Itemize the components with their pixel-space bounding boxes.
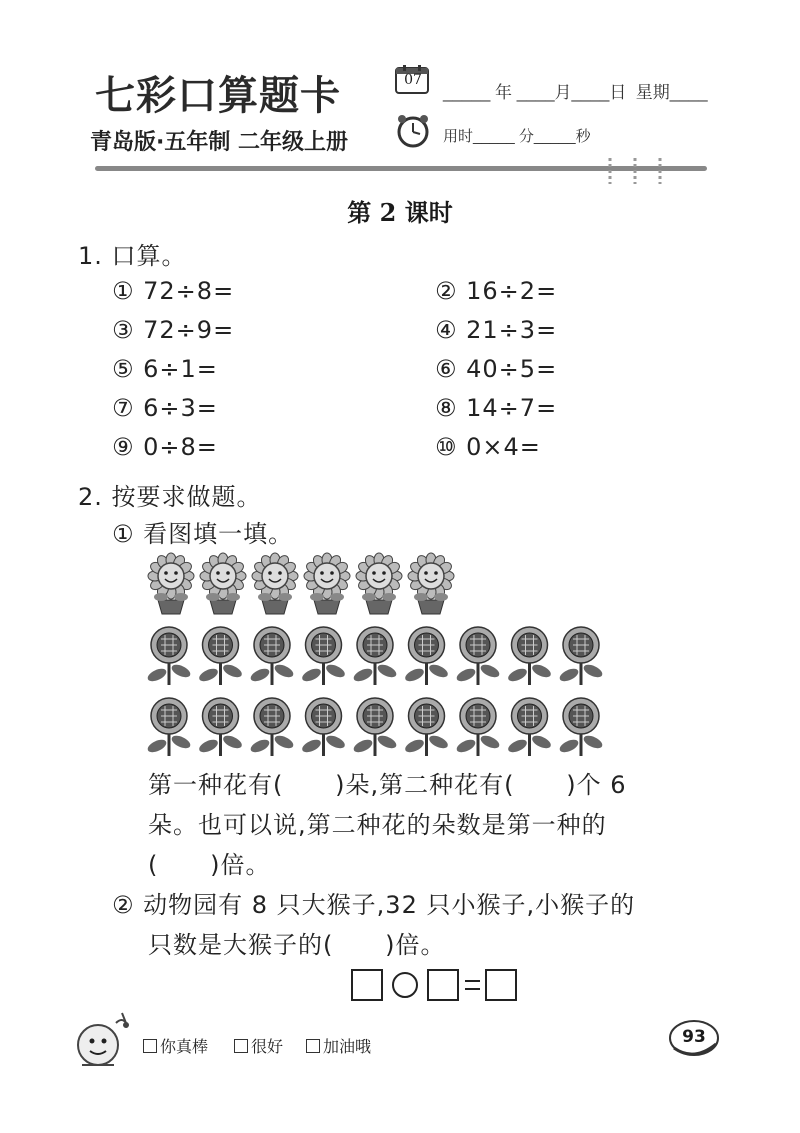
page-number: 93 <box>682 1027 706 1047</box>
rating-option-keep-going[interactable] <box>306 1034 371 1057</box>
question-1-title: 1. 口算。 <box>78 242 187 270</box>
smiling-flower-icon <box>148 553 194 614</box>
calc-item: ① 72÷8= <box>112 277 235 305</box>
first-flower-row <box>145 552 625 616</box>
sunflower-icon <box>352 698 398 756</box>
question-2-title: 2. 按要求做题。 <box>78 483 262 511</box>
operator-circle <box>393 973 417 997</box>
rating-label: 很好 <box>251 1037 284 1056</box>
calc-item: ⑦ 6÷3= <box>112 394 218 422</box>
calendar-day: 07 <box>404 72 422 88</box>
calc-item: ⑧ 14÷7= <box>435 394 558 422</box>
binder-pins-icon <box>600 158 670 184</box>
clock-icon <box>396 114 430 148</box>
smiling-flower-icon <box>252 553 298 614</box>
sunflower-icon <box>249 627 295 685</box>
rating-option-great[interactable] <box>143 1034 208 1057</box>
sunflower-icon <box>146 627 192 685</box>
time-line: 用时_____ 分_____秒 <box>443 128 591 145</box>
smiling-flower-icon <box>200 553 246 614</box>
sunflower-icon <box>146 698 192 756</box>
fill-blank-line: 第一种花有( )朵,第二种花有( )个 6 <box>148 771 627 799</box>
sunflower-icon <box>558 698 604 756</box>
sunflower-icon <box>352 627 398 685</box>
sunflower-icon <box>455 627 501 685</box>
sunflower-icon <box>403 698 449 756</box>
answer-box <box>486 970 516 1000</box>
answer-box <box>352 970 382 1000</box>
fill-blank-line: 朵。也可以说,第二种花的朵数是第一种的 <box>148 811 607 839</box>
rating-option-good[interactable] <box>234 1034 283 1057</box>
sunflower-icon <box>455 698 501 756</box>
second-flower-row-1 <box>145 625 625 687</box>
sunflower-icon <box>197 627 243 685</box>
date-line: _____ 年 ____月____日 星期____ <box>443 83 708 102</box>
smiling-flower-icon <box>408 553 454 614</box>
fill-blank-line: ( )倍。 <box>148 851 271 879</box>
edition-label: 青岛版·五年制 二年级上册 <box>90 130 349 155</box>
sunflower-icon <box>403 627 449 685</box>
second-flower-row-2 <box>145 696 625 758</box>
sunflower-icon <box>197 698 243 756</box>
smiling-flower-icon <box>356 553 402 614</box>
brand-title: 七彩口算题卡 <box>95 72 341 119</box>
smiling-flower-icon <box>304 553 350 614</box>
sunflower-icon <box>558 627 604 685</box>
lesson-title: 第 2 课时 <box>347 198 453 227</box>
calc-item: ⑥ 40÷5= <box>435 355 558 383</box>
checkbox-icon[interactable] <box>306 1039 320 1053</box>
sub-question-1-title: ① 看图填一填。 <box>112 520 294 548</box>
equation-boxes <box>350 968 520 1002</box>
sub-question-2-line: ② 动物园有 8 只大猴子,32 只小猴子,小猴子的 <box>112 891 636 919</box>
checkbox-icon[interactable] <box>143 1039 157 1053</box>
sunflower-icon <box>300 627 346 685</box>
answer-box <box>428 970 458 1000</box>
sunflower-icon <box>506 627 552 685</box>
calc-item: ⑤ 6÷1= <box>112 355 218 383</box>
rating-label: 加油哦 <box>323 1037 372 1056</box>
mascot-icon <box>70 1005 140 1075</box>
sub-question-2-line: 只数是大猴子的( )倍。 <box>148 931 446 959</box>
sunflower-icon <box>300 698 346 756</box>
calc-item: ⑨ 0÷8= <box>112 433 218 461</box>
sunflower-icon <box>506 698 552 756</box>
calc-item: ④ 21÷3= <box>435 316 558 344</box>
calc-item: ③ 72÷9= <box>112 316 235 344</box>
calc-item: ⑩ 0×4= <box>435 433 541 461</box>
rating-label: 你真棒 <box>160 1037 209 1056</box>
checkbox-icon[interactable] <box>234 1039 248 1053</box>
calc-item: ② 16÷2= <box>435 277 558 305</box>
sunflower-icon <box>249 698 295 756</box>
